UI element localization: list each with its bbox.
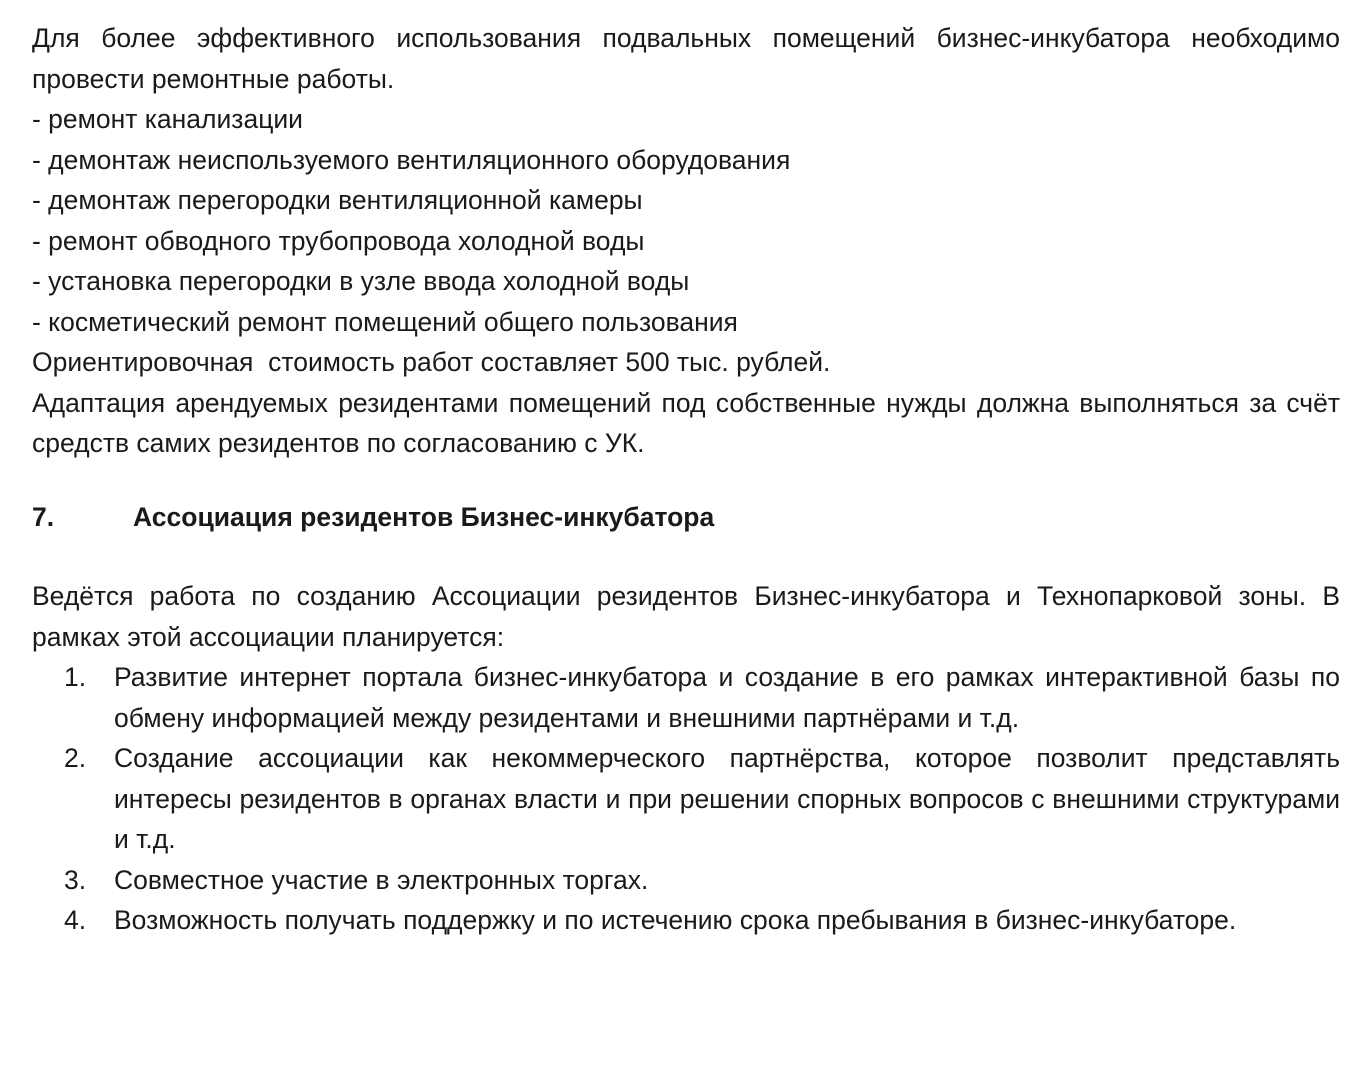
- cost-estimate: Ориентировочная стоимость работ составляет 500 тыс. рублей.: [32, 347, 831, 377]
- repair-item: - установка перегородки в узле ввода холодной воды: [32, 266, 690, 296]
- list-marker: 1.: [64, 662, 87, 692]
- repair-item: - демонтаж неиспользуемого вентиляционного оборудования: [32, 144, 791, 175]
- list-item: [32, 900, 1340, 941]
- repair-item: - ремонт обводного трубопровода холодной воды: [32, 225, 645, 256]
- repair-list: [32, 99, 1340, 342]
- list-item-text: Развитие интернет портала бизнес-инкубатора и создание в его рамках интерактивной базы по обмену информацией между резидентами и внешними партнёрами и т.д.: [114, 662, 1340, 733]
- list-marker: 4.: [64, 905, 87, 935]
- section-number: 7.: [32, 501, 55, 532]
- document-page: [32, 18, 1340, 941]
- plan-list: [32, 657, 1340, 941]
- list-marker: 3.: [64, 864, 87, 895]
- list-item-text: Возможность получать поддержку и по истечению срока пребывания в бизнес-инкубаторе.: [114, 905, 1237, 935]
- section-title: Ассоциация резидентов Бизнес-инкубатора: [133, 501, 715, 532]
- list-item-text: Создание ассоциации как некоммерческого партнёрства, которое позволит представлять интересы резидентов в органах власти и при решении спорных вопросов с внешними структурами и т.д.: [114, 743, 1340, 854]
- repair-item: - косметический ремонт помещений общего пользования: [32, 306, 738, 337]
- intro-paragraph: Для более эффективного использования подвальных помещений бизнес-инкубатора необходимо провести ремонтные работы.: [32, 23, 1340, 94]
- section-heading: [32, 497, 1340, 538]
- list-item-text: Совместное участие в электронных торгах.: [114, 864, 649, 895]
- list-marker: 2.: [64, 743, 87, 773]
- adaptation-paragraph: Адаптация арендуемых резидентами помещений под собственные нужды должна выполняться за счёт средств самих резидентов по согласованию с УК.: [32, 387, 1340, 458]
- repair-item: - демонтаж перегородки вентиляционной камеры: [32, 185, 643, 215]
- list-item: [32, 860, 1340, 901]
- list-item: [32, 738, 1340, 860]
- section-intro: Ведётся работа по созданию Ассоциации резидентов Бизнес-инкубатора и Технопарковой зоны. В рамках этой ассоциации планируется:: [32, 581, 1340, 652]
- list-item: [32, 657, 1340, 738]
- repair-item: - ремонт канализации: [32, 104, 303, 134]
